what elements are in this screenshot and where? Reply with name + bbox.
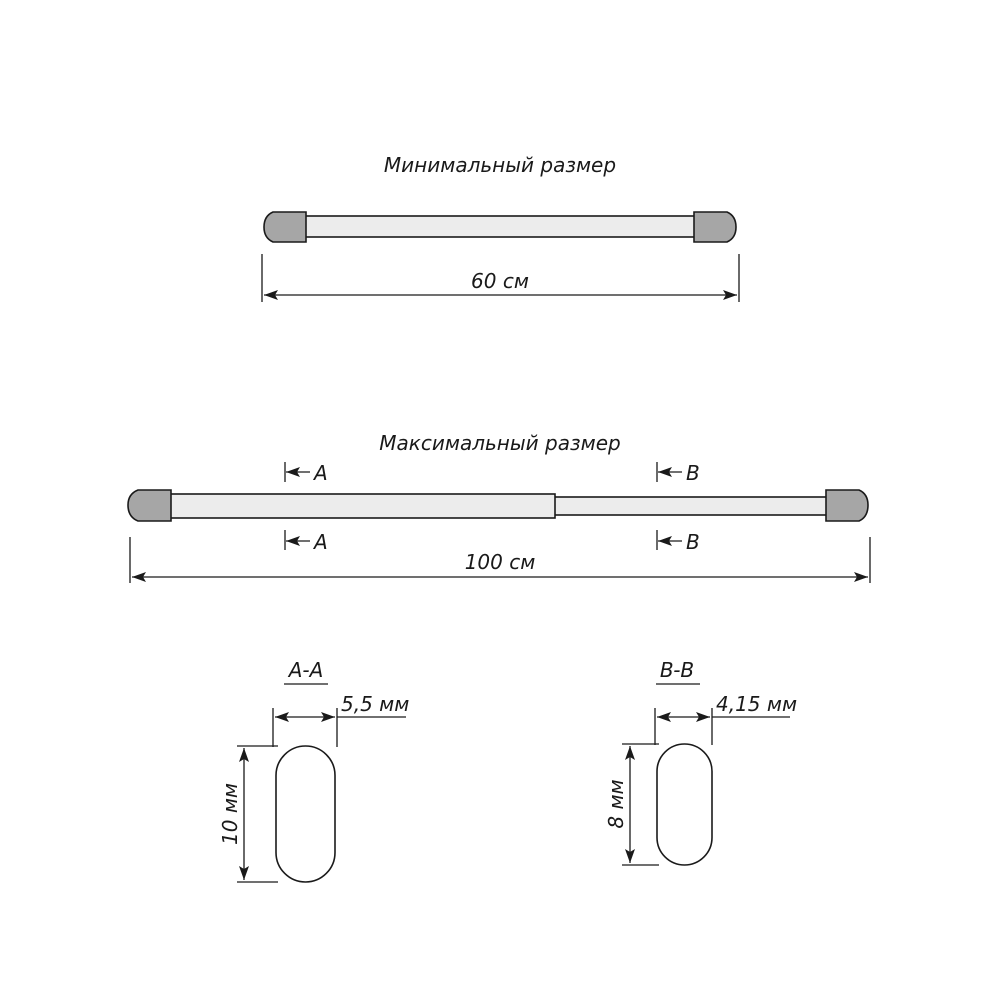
min-size-group (262, 153, 739, 302)
section-a-width-label: 5,5 мм (341, 692, 410, 716)
max-size-group (128, 431, 870, 583)
section-b-profile (657, 744, 712, 865)
cut-a-top-letter: A (314, 461, 328, 485)
section-b-title: B-B (659, 658, 695, 682)
section-b-group (604, 658, 797, 865)
max-rod-left-cap (128, 490, 171, 521)
cut-a-bottom-letter: A (314, 530, 328, 554)
section-a-group (218, 658, 409, 882)
max-length-label: 100 см (464, 550, 536, 574)
max-rod (128, 490, 868, 521)
max-length-dimension (130, 537, 870, 583)
max-rod-outer-tube (165, 494, 555, 518)
min-rod-left-cap (264, 212, 306, 242)
section-a-profile (276, 746, 335, 882)
min-rod-right-cap (694, 212, 736, 242)
section-a-height-label: 10 мм (218, 783, 242, 845)
section-b-width-label: 4,15 мм (716, 692, 798, 716)
cut-b-bottom-letter: B (686, 530, 700, 554)
min-rod (264, 212, 736, 242)
cut-b-top-letter: B (686, 461, 700, 485)
max-size-title: Максимальный размер (379, 431, 621, 455)
section-a-title: A-A (288, 658, 324, 682)
section-b-height-label: 8 мм (604, 779, 628, 829)
max-rod-inner-tube (553, 497, 831, 515)
min-rod-tube (300, 216, 700, 237)
min-length-label: 60 см (471, 269, 529, 293)
max-rod-right-cap (826, 490, 868, 521)
min-size-title: Минимальный размер (383, 153, 617, 177)
min-length-dimension (262, 254, 739, 302)
